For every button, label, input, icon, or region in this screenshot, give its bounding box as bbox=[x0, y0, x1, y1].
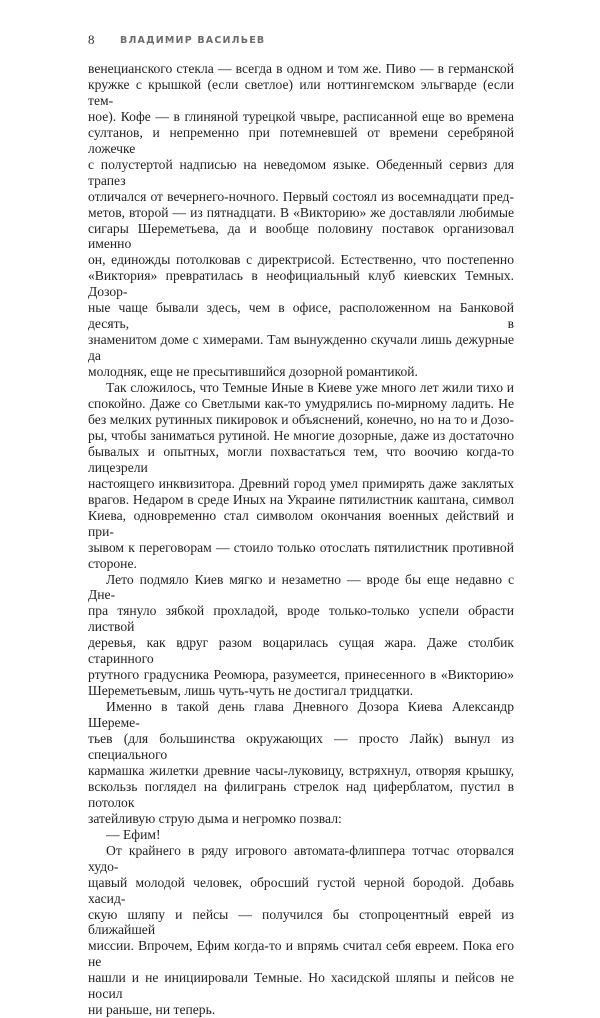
text-line: тьев (для большинства окружающих — просто Лайк) вынул из специального bbox=[88, 731, 514, 762]
text-line: молодняк, еще не пресытившийся дозорной романтикой. bbox=[88, 364, 418, 380]
text-line: От крайнего в ряду игрового автомата-флиппера тотчас оторвался худо- bbox=[88, 842, 514, 874]
body-text bbox=[88, 61, 514, 1018]
text-line: он, единожды потолковав с директрисой. Естественно, что постепенно bbox=[88, 252, 514, 268]
text-line: ртутного градусника Реомюра, разумеется, принесенного в «Викторию» bbox=[88, 667, 514, 683]
paragraph bbox=[88, 380, 514, 571]
text-line: кармашка жилетки древние часы-луковицу, встряхнул, отворяя крышку, bbox=[88, 762, 514, 778]
paragraph bbox=[88, 827, 514, 843]
text-line: скую шляпу и пейсы — получился бы стопроцентный еврей из ближайшей bbox=[88, 906, 514, 938]
text-line: Киева, одновременно стал символом окончания военных действий и при- bbox=[88, 507, 514, 539]
author-name: ВЛАДИМИР ВАСИЛЬЕВ bbox=[120, 34, 266, 46]
text-line: щавый молодой человек, обросший густой черной бородой. Добавь хасид- bbox=[88, 874, 514, 906]
text-line: сигары Шереметьева, да и вообще половину поставок организовал именно bbox=[88, 220, 514, 252]
text-line: «Виктория» превратилась в неофициальный клуб киевских Темных. Дозор- bbox=[88, 268, 514, 300]
text-line: затейливую струю дыма и негромко позвал: bbox=[88, 810, 342, 826]
text-line: отличался от вечернего-ночного. Первый состоял из восемнадцати пред- bbox=[88, 188, 514, 204]
text-line: спокойно. Даже со Светлыми как-то умудрялись по-мирному ладить. Не bbox=[88, 396, 514, 412]
text-line: — Ефим! bbox=[106, 826, 161, 842]
text-line: ры, чтобы заниматься рутиной. Не многие дозорные, даже из достаточно bbox=[88, 427, 514, 443]
paragraph bbox=[88, 699, 514, 827]
text-line: зывом к переговорам — стоило только отослать пятилистник противной bbox=[88, 539, 514, 555]
paragraph bbox=[88, 572, 514, 700]
text-line: кружке с крышкой (если светлое) или ноттингемском эльгварде (если тем- bbox=[88, 76, 514, 108]
text-line: Лето подмяло Киев мягко и незаметно — вроде бы еще недавно с Дне- bbox=[88, 571, 514, 603]
text-line: врагов. Недаром в среде Иных на Украине пятилистник каштана, символ bbox=[88, 491, 514, 507]
text-line: без мелких рутинных пикировок и объяснений, конечно, но на то и Дозо- bbox=[88, 411, 514, 427]
text-line: деревья, как вдруг разом воцарилась сущая жара. Даже столбик старинного bbox=[88, 635, 514, 667]
text-line: вскользь поглядел на филигрань стрелок над циферблатом, пустил в потолок bbox=[88, 778, 514, 810]
paragraph bbox=[88, 61, 514, 380]
text-line: пра тянуло зябкой прохладой, вроде только-только успели обрасти листвой bbox=[88, 603, 514, 635]
page-number: 8 bbox=[88, 32, 95, 47]
running-header bbox=[88, 32, 265, 48]
text-line: Шереметьевым, лишь чуть-чуть не достигал тридцатки. bbox=[88, 683, 414, 699]
text-line: венецианского стекла — всегда в одном и том же. Пиво — в германской bbox=[88, 61, 514, 76]
text-line: ные чаще бывали здесь, чем в офисе, расположенном на Банковой десять, в bbox=[88, 300, 514, 332]
text-line: нашли и не инициировали Темные. Но хасидской шляпы и пейсов не носил bbox=[88, 970, 514, 1002]
text-line: ное). Кофе — в глиняной турецкой чвыре, расписанной еще во времена bbox=[88, 108, 514, 124]
text-line: ни раньше, ни теперь. bbox=[88, 1002, 216, 1018]
text-line: Именно в такой день глава Дневного Дозора Киева Александр Шереме- bbox=[88, 699, 514, 731]
text-line: с полустертой надписью на неведомом языке. Обеденный сервиз для трапез bbox=[88, 156, 514, 188]
text-line: султанов, и непременно при потемневшей от времени серебряной ложечке bbox=[88, 124, 514, 156]
text-line: Так сложилось, что Темные Иные в Киеве уже много лет жили тихо и bbox=[106, 380, 514, 396]
text-line: знаменитом доме с химерами. Там вынужденно скучали лишь дежурные да bbox=[88, 332, 514, 364]
text-line: стороне. bbox=[88, 555, 137, 571]
paragraph bbox=[88, 843, 514, 1018]
text-line: бывалых и опытных, могли похвастаться тем, что воочию когда-то лицезрели bbox=[88, 443, 514, 475]
text-line: метов, второй — из пятнадцати. В «Викторию» же доставляли любимые bbox=[88, 204, 514, 220]
text-line: настоящего инквизитора. Древний город умел примирять даже заклятых bbox=[88, 475, 514, 491]
text-line: миссии. Впрочем, Ефим когда-то и впрямь считал себя евреем. Пока его не bbox=[88, 938, 514, 970]
